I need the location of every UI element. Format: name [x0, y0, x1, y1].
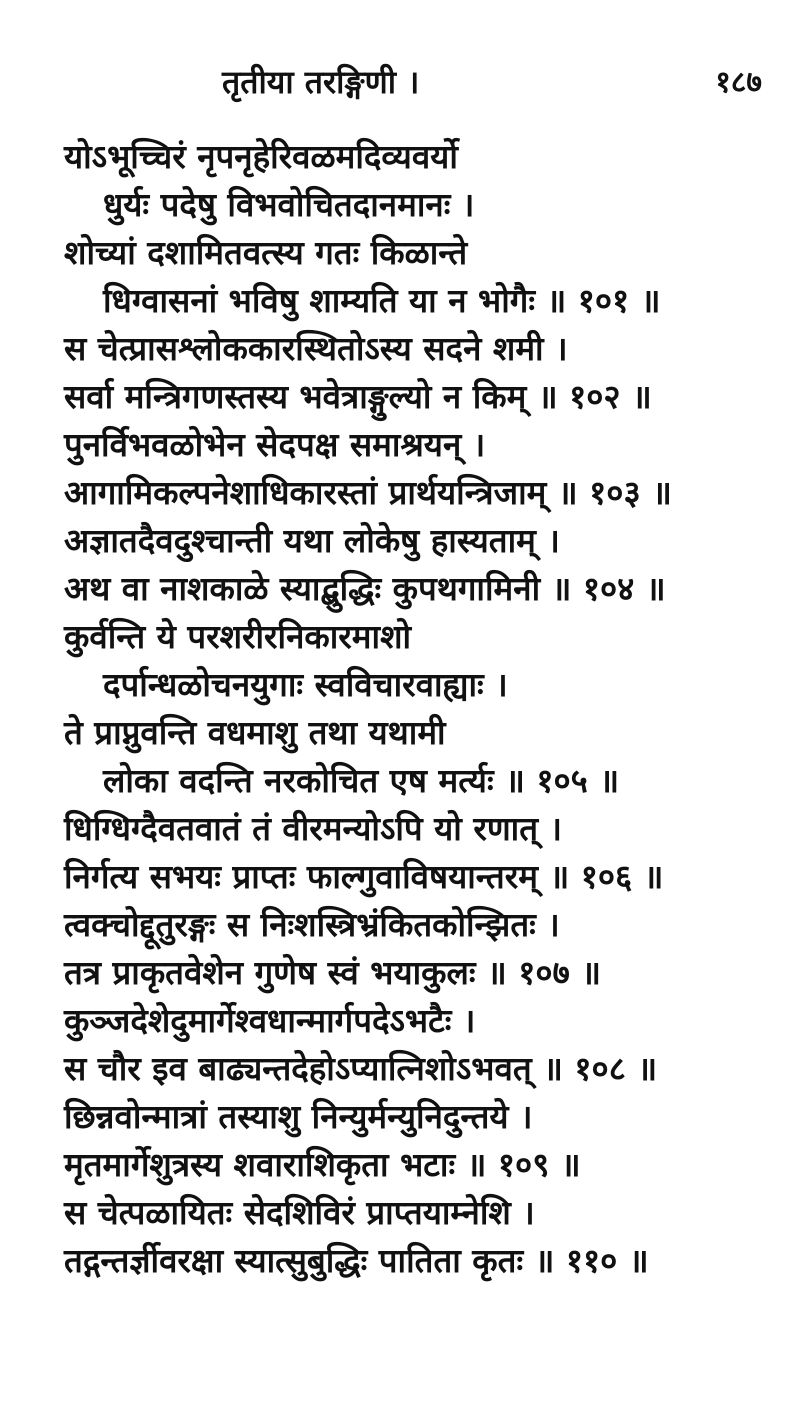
- verse-line: स चौर इव बाढ्यन्तदेहोऽप्यात्निशोऽभवत् ॥ १०८ ॥: [64, 1049, 658, 1088]
- verse-line: कुर्वन्ति ये परशरीरनिकारमाशो: [64, 617, 412, 656]
- verse-line: त्वक्चोद्दूतुरङ्गः स निःशस्त्रिभ्रंकितकोन्झितः ।: [64, 905, 560, 944]
- verse-line: तत्र प्राकृतवेशेन गुणेष स्वं भयाकुलः ॥ १०७ ॥: [64, 953, 602, 992]
- verse-line: अज्ञातदैवदुश्चान्ती यथा लोकेषु हास्यताम् ।: [64, 521, 560, 560]
- verse-line: शोच्यां दशामितवत्स्य गतः किळान्ते: [64, 233, 468, 272]
- verse-line: सर्वा मन्त्रिगणस्तस्य भवेत्राङ्गुल्यो न किम् ॥ १०२ ॥: [64, 377, 652, 416]
- verse-line: निर्गत्य सभयः प्राप्तः फाल्गुवाविषयान्तरम् ॥ १०६ ॥: [64, 857, 664, 896]
- verse-line: छिन्नवोन्मात्रां तस्याशु निन्युर्मन्युनिदुन्तये ।: [64, 1097, 533, 1136]
- page-number: १८७: [715, 65, 762, 100]
- verse-line: पुनर्विभवळोभेन सेदपक्ष समाश्रयन् ।: [64, 425, 486, 464]
- verse-line: ते प्राप्नुवन्ति वधमाशु तथा यथामी: [64, 713, 446, 752]
- verse-line: धिग्धिग्दैवतवातं तं वीरमन्योऽपि यो रणात् ।: [64, 809, 563, 848]
- verse-line: आगामिकल्पनेशाधिकारस्तां प्रार्थयन्त्रिजाम् ॥ १०३ ॥: [64, 473, 672, 512]
- verse-line: धिग्वासनां भविषु शाम्यति या न भोगैः ॥ १०१ ॥: [103, 281, 661, 320]
- verse-line: स चेत्पळायितः सेदशिविरं प्राप्तयाम्नेशि ।: [64, 1193, 535, 1232]
- page-header: [0, 52, 800, 112]
- verse-line: तद्गन्तर्ज्ञीवरक्षा स्यात्सुबुद्धिः पातिता कृतः ॥ ११० ॥: [64, 1241, 649, 1280]
- verse-line: दर्पान्धळोचनयुगाः स्वविचारवाह्याः ।: [103, 665, 508, 704]
- verse-line: लोका वदन्ति नरकोचित एष मर्त्यः ॥ १०५ ॥: [103, 761, 620, 800]
- verse-line: मृतमार्गेशुत्रस्य शवाराशिकृता भटाः ॥ १०९ ॥: [64, 1145, 581, 1184]
- verse-line: अथ वा नाशकाळे स्याद्बुद्धिः कुपथगामिनी ॥ १०४ ॥: [64, 569, 666, 608]
- verse-line: धुर्यः पदेषु विभवोचितदानमानः ।: [103, 185, 475, 224]
- running-title: तृतीया तरङ्गिणी ।: [222, 63, 420, 101]
- verse-line: योऽभूच्चिरं नृपनृहेरिवळमदिव्यवर्यो: [64, 137, 458, 176]
- verse-line: कुञ्जदेशेदुमार्गेश्वधान्मार्गपदेऽभटैः ।: [64, 1001, 476, 1040]
- verse-line: स चेत्प्रासश्लोककारस्थितोऽस्य सदने शमी ।: [64, 329, 568, 368]
